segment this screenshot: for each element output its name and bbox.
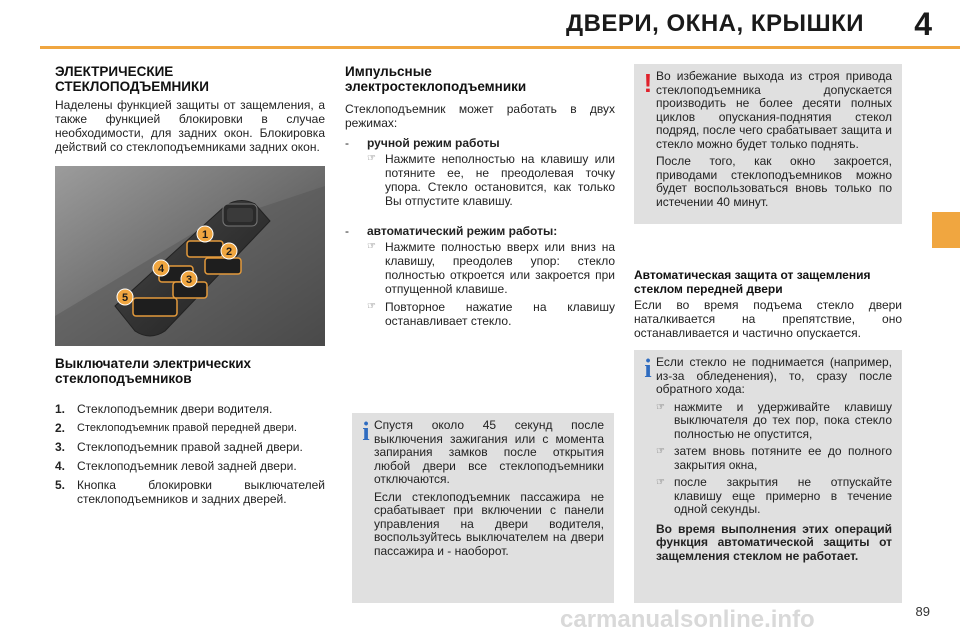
callout-4-label: 4 — [157, 263, 165, 275]
info-icon: i — [644, 354, 652, 383]
left-column — [55, 64, 325, 154]
auto-mode-text-1: Нажмите полностью вверх или вниз на клавишу, преодолев упор: стекло полностью откроется или закроется при отпущенной клавише. — [385, 240, 615, 296]
anti-pinch-text: Если во время подъема стекло двери наталкивается на препятствие, оно останавливается и частично опускается. — [634, 298, 902, 340]
watermark: carmanualsonline.info — [560, 606, 815, 633]
middle-column: Импульсные электростеклоподъемники Стеклоподъемник может работать в двух режимах: - ручной режим работы ☞ Нажмите неполностью на клавишу или потяните ее, не преодолевая точку упора. Стекло остановится, как только Вы отпустите клавишу. - автоматический режим работы: ☞ Нажмите полностью вверх или вниз на клавишу, преодолев упор: стекло полностью откроется или закроется при отпущенной клавише. ☞ Повторное нажатие на клавишу останавливает стекло. — [345, 64, 615, 328]
switches-section — [55, 356, 325, 511]
anti-pinch-title: Автоматическая защита от защемления стеклом передней двери — [634, 268, 871, 296]
auto-mode-label: автоматический режим работы: — [367, 224, 558, 238]
info-box-timeout — [352, 413, 614, 603]
list-item: 1. Стеклоподъемник двери водителя. — [55, 402, 273, 416]
callout-2-label: 2 — [225, 246, 233, 258]
warning-exclamation-icon: ! — [643, 68, 653, 98]
arrow-bullet-icon: ☞ — [367, 241, 376, 252]
modes-intro: Стеклоподъемник может работать в двух режимах: — [345, 102, 615, 130]
list-item: 5. Кнопка блокировки выключателей стеклоподъемников и задних дверей. — [55, 478, 325, 506]
manual-mode-text: Нажмите неполностью на клавишу или потяните ее, не преодолевая точку упора. Стекло остановится, как только Вы отпустите клавишу. — [385, 152, 615, 208]
callout-5-label: 5 — [121, 292, 129, 304]
callout-3-label: 3 — [185, 274, 193, 286]
warning-text-2: После того, как окно закроется, приводами стеклоподъемников можно будет воспользоваться вновь только по истечении 40 минут. — [656, 154, 892, 209]
chapter-number: 4 — [914, 6, 932, 42]
arrow-bullet-icon: ☞ — [367, 301, 376, 312]
switch-list — [55, 402, 325, 506]
arrow-bullet-icon: ☞ — [656, 401, 665, 413]
info-box-reset — [634, 350, 902, 603]
page-number: 89 — [915, 604, 930, 619]
info-icon: i — [362, 417, 370, 446]
arrow-bullet-icon: ☞ — [367, 153, 376, 164]
header-rule — [40, 46, 960, 49]
list-item: 4. Стеклоподъемник левой задней двери. — [55, 459, 297, 473]
auto-mode-text-2: Повторное нажатие на клавишу останавливает стекло. — [385, 300, 615, 328]
chapter-title: ДВЕРИ, ОКНА, КРЫШКИ — [565, 10, 864, 37]
callout-1-label: 1 — [201, 229, 209, 241]
warning-text-1: Во избежание выхода из строя привода стеклоподъемника допускается производить не более десяти полных циклов опускания-поднятия стекол подряд, после чего срабатывает защита и стекло можно будет только поднять. — [656, 69, 892, 151]
switches-title: Выключатели электрических стеклоподъемников — [55, 356, 252, 386]
passenger-switch-text: Если стеклоподъемник пассажира не срабатывает при включении с панели управления на двери водителя, воспользуйтесь выключателем на двери пассажира и - наоборот. — [374, 489, 604, 558]
reset-step-3: после закрытия не отпускайте клавишу еще примерно в течение одной секунды. — [674, 475, 892, 516]
section-title-electric-windows: ЭЛЕКТРИЧЕСКИЕ СТЕКЛОПОДЪЕМНИКИ — [55, 64, 209, 94]
reset-step-1: нажмите и удерживайте клавишу выключателя до тех пор, пока стекло полностью не опустится, — [674, 399, 892, 441]
warning-box — [634, 64, 902, 224]
chapter-side-tab — [932, 212, 960, 248]
timeout-text: Спустя около 45 секунд после выключения зажигания или с момента запирания замков после открытия любой двери все стеклоподъемники отключаются. — [374, 418, 604, 486]
reset-step-2: затем вновь потяните ее до полного закрытия окна, — [674, 444, 892, 472]
impulse-windows-title: Импульсные электростеклоподъемники — [345, 64, 527, 94]
arrow-bullet-icon: ☞ — [656, 477, 665, 488]
window-switch-panel-photo — [55, 166, 325, 346]
list-item: 3. Стеклоподъемник правой задней двери. — [55, 440, 303, 454]
reset-intro: Если стекло не поднимается (например, из-за обледенения), то, сразу после обратного хода: — [656, 355, 892, 396]
manual-mode-label: ручной режим работы — [367, 136, 500, 150]
anti-pinch-section — [634, 268, 902, 340]
reset-note-bold: Во время выполнения этих операций функция автоматической защиты от защемления стеклом не работает. — [656, 521, 892, 563]
arrow-bullet-icon: ☞ — [656, 446, 665, 457]
left-intro: Наделены функцией защиты от защемления, а также функцией блокировки в случае необходимости, для задних окон. Блокировка действий со стеклоподъемниками задних окон. — [55, 98, 325, 154]
list-item: 2. Стеклоподъемник правой передней двери. — [55, 421, 297, 435]
